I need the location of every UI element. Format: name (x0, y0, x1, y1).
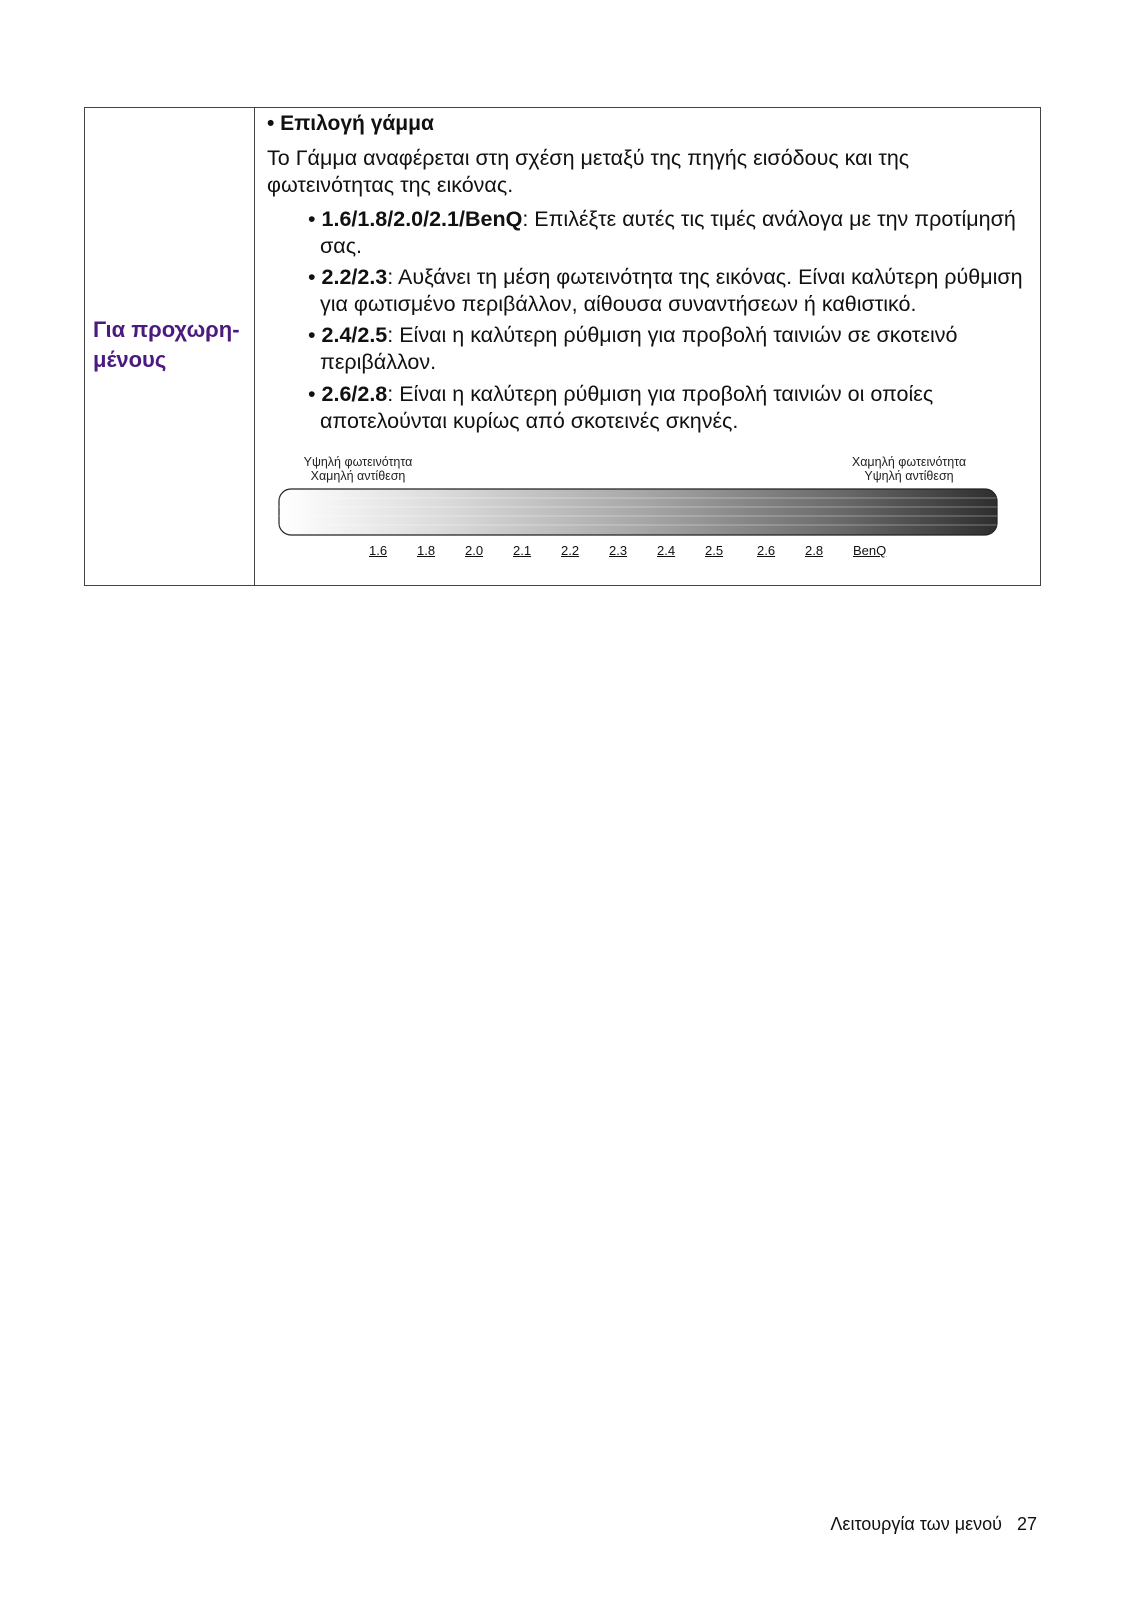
bullet-4-text: : Είναι η καλύτερη ρύθμιση για προβολή ταινιών οι οποίες αποτελούνται κυρίως από σκοτεινές σκηνές. (320, 382, 934, 433)
tick-1-6: 1.6 (369, 543, 388, 558)
menu-table (84, 107, 1041, 586)
left-label-line-2: Χαμηλή αντίθεση (310, 469, 406, 483)
bullet-1-text: : Επιλέξτε αυτές τις τιμές ανάλογα με την προτίμησή σας. (320, 207, 1016, 258)
gamma-gradient-bar (278, 488, 998, 540)
bullet-2-text: : Αυξάνει τη μέση φωτεινότητα της εικόνας. Είναι καλύτερη ρύθμιση για φωτισμένο περιβάλλον, αίθουσα συναντήσεων ή καθιστικό. (320, 265, 1023, 316)
tick-2-4: 2.4 (657, 543, 676, 558)
tick-1-8: 1.8 (417, 543, 436, 558)
scale-left-label (283, 455, 433, 483)
bullet-4-values: 2.6/2.8 (321, 382, 388, 406)
gamma-bullet-3: • 2.4/2.5: Είναι η καλύτερη ρύθμιση για προβολή ταινιών σε σκοτεινό περιβάλλον. (308, 323, 958, 374)
tick-2-1: 2.1 (513, 543, 532, 558)
page-number: 27 (1016, 1514, 1037, 1534)
left-label-line-1: Υψηλή φωτεινότητα (303, 455, 413, 469)
tick-2-3: 2.3 (609, 543, 628, 558)
tick-2-5: 2.5 (705, 543, 724, 558)
tick-2-8: 2.8 (805, 543, 824, 558)
gamma-bullet-1: • 1.6/1.8/2.0/2.1/BenQ: Επιλέξτε αυτές τις τιμές ανάλογα με την προτίμησή σας. (308, 207, 1016, 258)
tick-2-2: 2.2 (561, 543, 580, 558)
gamma-heading: • Επιλογή γάμμα (267, 112, 434, 135)
scale-right-label (834, 455, 984, 483)
bullet-3-values: 2.4/2.5 (321, 323, 388, 347)
tick-benq: BenQ (853, 543, 887, 558)
bullet-1-values: 1.6/1.8/2.0/2.1/BenQ (321, 207, 523, 231)
tick-2-0: 2.0 (465, 543, 484, 558)
gamma-bullet-2: • 2.2/2.3: Αυξάνει τη μέση φωτεινότητα της εικόνας. Είναι καλύτερη ρύθμιση για φωτισμένο περιβάλλον, αίθουσα συναντήσεων ή καθιστικό. (308, 265, 1023, 316)
gamma-intro: Το Γάμμα αναφέρεται στη σχέση μεταξύ της πηγής εισόδους και της φωτεινότητας της εικόνας. (267, 146, 910, 197)
footer-section-title: Λειτουργία των μενού (830, 1514, 1002, 1534)
bullet-3-text: : Είναι η καλύτερη ρύθμιση για προβολή ταινιών σε σκοτεινό περιβάλλον. (320, 323, 958, 374)
gamma-bullet-4: • 2.6/2.8: Είναι η καλύτερη ρύθμιση για προβολή ταινιών οι οποίες αποτελούνται κυρίως από σκοτεινές σκηνές. (308, 382, 934, 433)
page-footer (830, 1514, 1037, 1535)
bullet-2-values: 2.2/2.3 (321, 265, 388, 289)
right-label-line-2: Υψηλή αντίθεση (864, 469, 954, 483)
right-label-line-1: Χαμηλή φωτεινότητα (851, 455, 967, 469)
column-divider (254, 108, 255, 585)
advanced-menu-label: Για προχωρη-μένους (93, 317, 240, 372)
gamma-tick-labels (263, 543, 1063, 563)
tick-2-6: 2.6 (757, 543, 776, 558)
